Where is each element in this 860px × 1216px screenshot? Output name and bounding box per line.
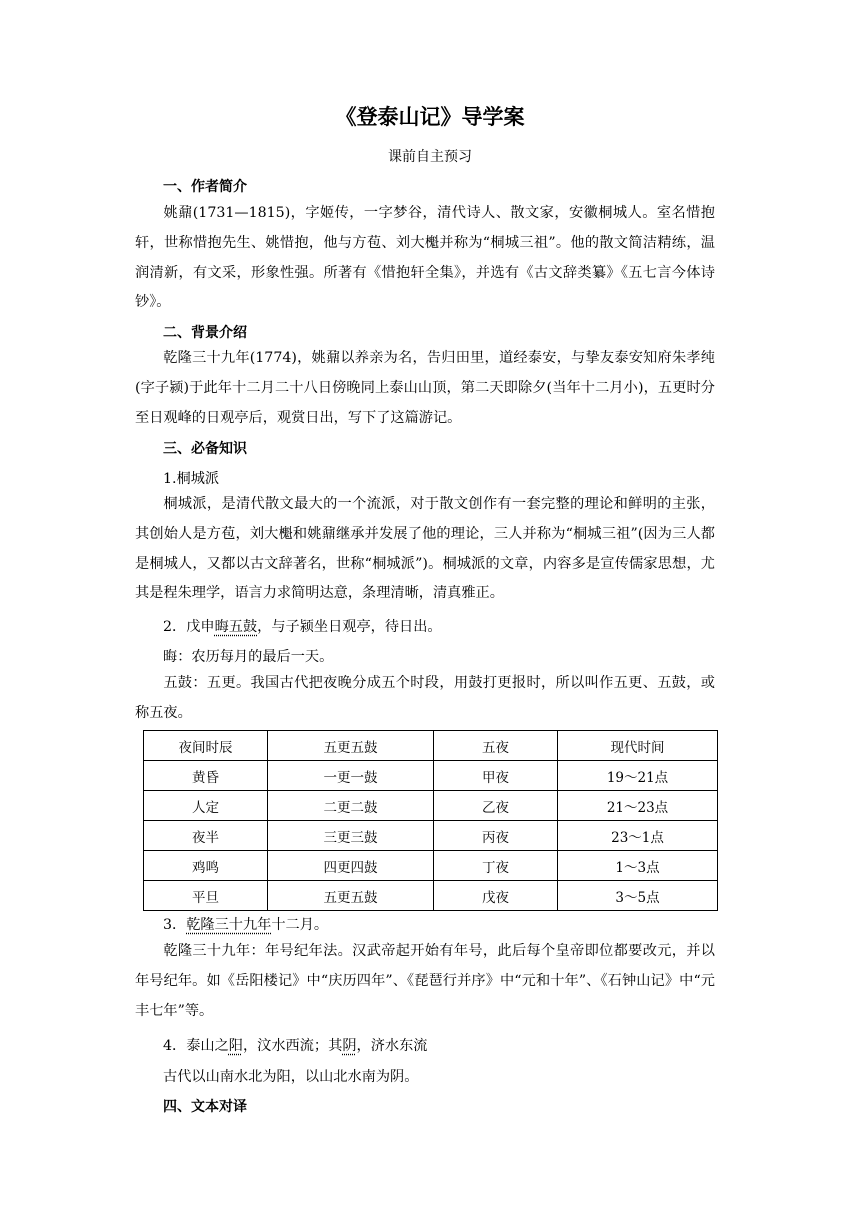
background-paragraph <box>135 344 715 433</box>
item2-dotted: 晦五鼓 <box>214 619 258 635</box>
item4-dotted-yin: 阴 <box>342 1038 357 1054</box>
item4-part-b: ，汶水西流；其 <box>242 1038 343 1054</box>
item1-paragraph <box>135 490 715 609</box>
table-row <box>144 761 718 791</box>
item3-line <box>163 914 328 934</box>
table-cell: 五更五鼓 <box>268 881 434 911</box>
table-cell: 甲夜 <box>434 761 558 791</box>
table-cell: 鸡鸣 <box>144 851 268 881</box>
table-header-cell: 现代时间 <box>558 731 718 761</box>
table-cell: 平旦 <box>144 881 268 911</box>
table-cell: 黄昏 <box>144 761 268 791</box>
section-heading-translation: 四、文本对译 <box>163 1099 247 1115</box>
table-cell: 21～23点 <box>558 791 718 821</box>
item2-line <box>163 616 442 636</box>
table-cell: 23～1点 <box>558 821 718 851</box>
section-heading-background: 二、背景介绍 <box>163 325 247 341</box>
table-cell: 一更一鼓 <box>268 761 434 791</box>
table-cell: 三更三鼓 <box>268 821 434 851</box>
table-cell: 3～5点 <box>558 881 718 911</box>
background-text: 乾隆三十九年(1774)，姚鼐以养亲为名，告归田里，道经泰安，与挚友泰安知府朱孝纯(字子颍)于此年十二月二十八日傍晚同上泰山山顶，第二天即除夕(当年十二月小)，五更时分至日观峰的日观亭后，观赏日出，写下了这篇游记。 <box>135 350 715 426</box>
table-cell: 戊夜 <box>434 881 558 911</box>
item2-note-wugu <box>135 669 715 729</box>
table-cell: 夜半 <box>144 821 268 851</box>
section-heading-author: 一、作者简介 <box>163 179 247 195</box>
table-cell: 四更四鼓 <box>268 851 434 881</box>
item1-text: 桐城派，是清代散文最大的一个流派，对于散文创作有一套完整的理论和鲜明的主张，其创始人是方苞，刘大櫆和姚鼐继承并发展了他的理论，三人并称为“桐城三祖”(因为三人都是桐城人，又都以古文辞著名，世称“桐城派”)。桐城派的文章，内容多是宣传儒家思想，尤其是程朱理学，语言力求简明达意，条理清晰，清真雅正。 <box>135 496 715 602</box>
table-row <box>144 851 718 881</box>
section-heading-knowledge: 三、必备知识 <box>163 441 247 457</box>
item4-dotted-yang: 阳 <box>228 1038 243 1054</box>
item3-paragraph <box>135 937 715 1026</box>
item2-note-wugu-text: 五鼓：五更。我国古代把夜晚分成五个时段，用鼓打更报时，所以叫作五更、五鼓，或称五夜。 <box>135 675 715 721</box>
item4-line <box>163 1035 427 1055</box>
item2-part-a: 2．戊申 <box>163 619 215 635</box>
table-header-cell: 夜间时辰 <box>144 731 268 761</box>
item2-part-b: ，与子颍坐日观亭，待日出。 <box>257 619 442 635</box>
table-row <box>144 821 718 851</box>
table-cell: 19～21点 <box>558 761 718 791</box>
author-paragraph <box>135 199 715 318</box>
item4-note: 古代以山南水北为阳，以山北水南为阴。 <box>163 1069 419 1085</box>
item1-title: 1.桐城派 <box>163 471 220 487</box>
table-cell: 人定 <box>144 791 268 821</box>
table-cell: 丁夜 <box>434 851 558 881</box>
table-cell: 1～3点 <box>558 851 718 881</box>
item2-note-hui: 晦：农历每月的最后一天。 <box>163 649 334 665</box>
table-row <box>144 791 718 821</box>
item3-part-a: 3． <box>163 917 187 933</box>
table-cell: 二更二鼓 <box>268 791 434 821</box>
table-header-cell: 五夜 <box>434 731 558 761</box>
document-title: 《登泰山记》导学案 <box>335 105 525 129</box>
table-row <box>144 881 718 911</box>
table-header-row <box>144 731 718 761</box>
table-header-cell: 五更五鼓 <box>268 731 434 761</box>
item3-part-b: 十二月。 <box>271 917 329 933</box>
night-time-table <box>143 730 718 911</box>
item3-dotted: 乾隆三十九年 <box>186 917 272 933</box>
item4-part-c: ，济水东流 <box>356 1038 428 1054</box>
document-subtitle: 课前自主预习 <box>388 149 472 165</box>
item4-part-a: 4．泰山之 <box>163 1038 229 1054</box>
table-cell: 乙夜 <box>434 791 558 821</box>
item3-text: 乾隆三十九年：年号纪年法。汉武帝起开始有年号，此后每个皇帝即位都要改元，并以年号纪年。如《岳阳楼记》中“庆历四年”、《琵琶行并序》中“元和十年”、《石钟山记》中“元丰七年”等。 <box>135 943 715 1019</box>
author-text: 姚鼐(1731—1815)，字姬传，一字梦谷，清代诗人、散文家，安徽桐城人。室名惜抱轩，世称惜抱先生、姚惜抱，他与方苞、刘大櫆并称为“桐城三祖”。他的散文简洁精练，温润清新，有文采，形象性强。所著有《惜抱轩全集》，并选有《古文辞类纂》《五七言今体诗钞》。 <box>135 205 715 311</box>
table-cell: 丙夜 <box>434 821 558 851</box>
